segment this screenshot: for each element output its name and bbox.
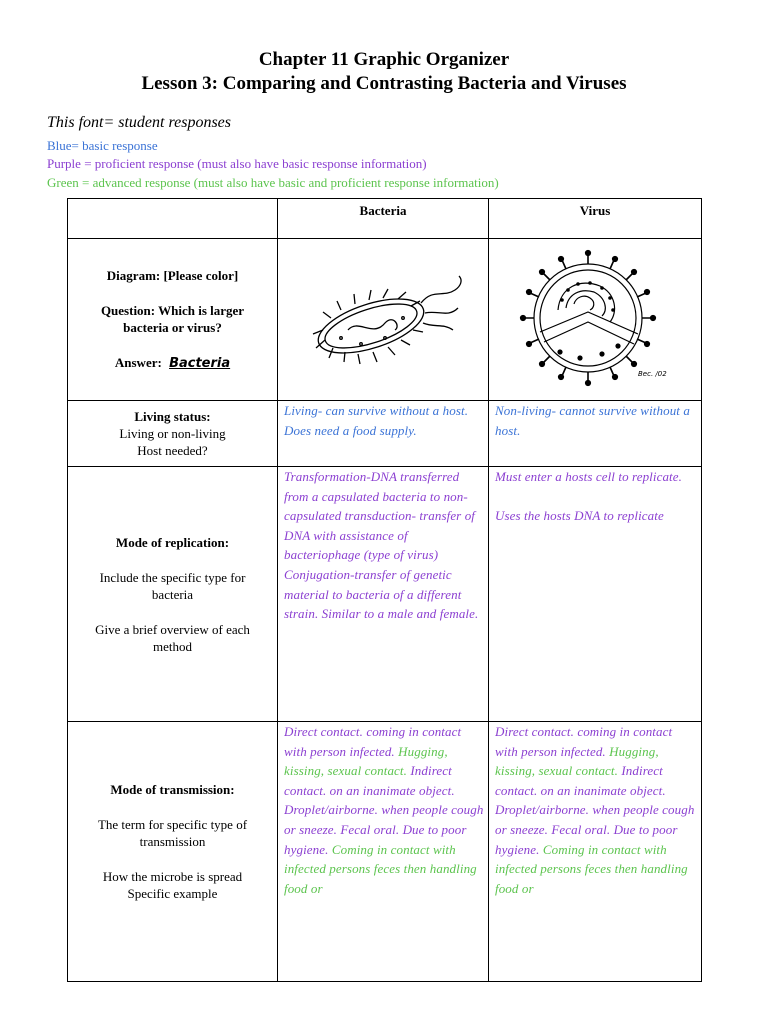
virus-transmission-response <box>489 722 702 982</box>
living-status-row <box>68 401 702 467</box>
replication-sub1: Include the specific type for bacteria <box>99 569 246 602</box>
bacteria-replication-response: Transformation-DNA transferred from a capsulated bacteria to non-capsulated transduction- transfer of DNA with assistance of bacteriophage (type of virus) Conjugation-transfer of genetic material to bacteria of a different strain. Similar to a male and female. <box>278 467 489 722</box>
replication-row <box>68 467 702 722</box>
transmission-row <box>68 722 702 982</box>
virus-direct-contact: Direct contact. coming in contact with person infected. <box>495 724 673 759</box>
virus-replication-p2: Uses the hosts DNA to replicate <box>495 508 664 524</box>
living-sub1: Living or non-living <box>119 426 226 441</box>
virus-cross-section-illustration <box>510 242 680 394</box>
header-row <box>68 199 702 239</box>
bacteria-fecal-oral-example: Coming in contact with infected persons feces then handling food or <box>284 841 477 896</box>
virus-fecal-oral-example: Coming in contact with infected persons feces then handling food or <box>495 841 688 896</box>
bacteria-living-response: Living- can survive without a host. Does need a food supply. <box>278 401 489 467</box>
key-blue: Blue= basic response <box>47 138 158 153</box>
transmission-sub2: How the microbe is spread <box>102 869 243 884</box>
virus-living-response: Non-living- cannot survive without a host. <box>489 401 702 467</box>
transmission-question-cell <box>68 722 278 982</box>
bacteria-droplet: Droplet/airborne. when people cough or sneeze. <box>284 802 484 837</box>
header-bacteria: Bacteria <box>278 199 489 239</box>
replication-sub2: Give a brief overview of each method <box>95 621 250 654</box>
virus-indirect-contact: Indirect contact. on an inanimate object. <box>495 763 666 798</box>
virus-direct-contact-example: Hugging, kissing, sexual contact. <box>495 743 659 779</box>
bacteria-diagram-cell <box>278 239 489 401</box>
living-label: Living status: <box>134 409 211 424</box>
page-subtitle: Lesson 3: Comparing and Contrasting Bacteria and Viruses <box>141 73 627 94</box>
answer-value: Bacteria <box>169 356 231 371</box>
size-question: Question: Which is larger bacteria or virus? <box>100 303 245 335</box>
virus-droplet: Droplet/airborne. when people cough or sneeze. <box>495 802 695 837</box>
header-blank <box>68 199 278 239</box>
answer-label: Answer: <box>114 355 162 370</box>
virus-replication-response <box>489 467 702 722</box>
living-question-cell <box>68 401 278 467</box>
virus-diagram-cell <box>489 239 702 401</box>
key-script-note: This font= student responses <box>47 114 231 131</box>
transmission-sub3: Specific example <box>127 886 218 901</box>
diagram-question-cell <box>68 239 278 401</box>
diagram-row <box>68 239 702 401</box>
bacteria-direct-contact-example: Hugging, kissing, sexual contact. <box>284 743 448 779</box>
replication-label: Mode of replication: <box>115 534 230 550</box>
page-title: Chapter 11 Graphic Organizer <box>258 49 510 70</box>
living-sub2: Host needed? <box>137 443 208 458</box>
header-virus: Virus <box>489 199 702 239</box>
virus-fecal-oral: Fecal oral. Due to poor hygiene. <box>495 821 678 857</box>
bacterium-illustration <box>303 268 463 368</box>
transmission-label: Mode of transmission: <box>110 782 235 797</box>
organizer-table <box>67 198 702 982</box>
virus-signature: Bec. /02 <box>638 369 667 378</box>
replication-question-cell <box>68 467 278 722</box>
virus-replication-p1: Must enter a hosts cell to replicate. <box>495 469 682 484</box>
transmission-sub1: The term for specific type of transmission <box>97 817 248 849</box>
bacteria-fecal-oral: Fecal oral. Due to poor hygiene. <box>284 821 467 857</box>
diagram-label: Diagram: [Please color] <box>106 268 239 283</box>
bacteria-transmission-response <box>278 722 489 982</box>
bacteria-indirect-contact: Indirect contact. on an inanimate object. <box>284 763 455 798</box>
answer-line <box>68 354 277 372</box>
bacteria-direct-contact: Direct contact. coming in contact with person infected. <box>284 724 462 759</box>
key-purple: Purple = proficient response (must also have basic response information) <box>47 156 427 171</box>
key-green: Green = advanced response (must also have basic and proficient response information) <box>47 175 499 190</box>
